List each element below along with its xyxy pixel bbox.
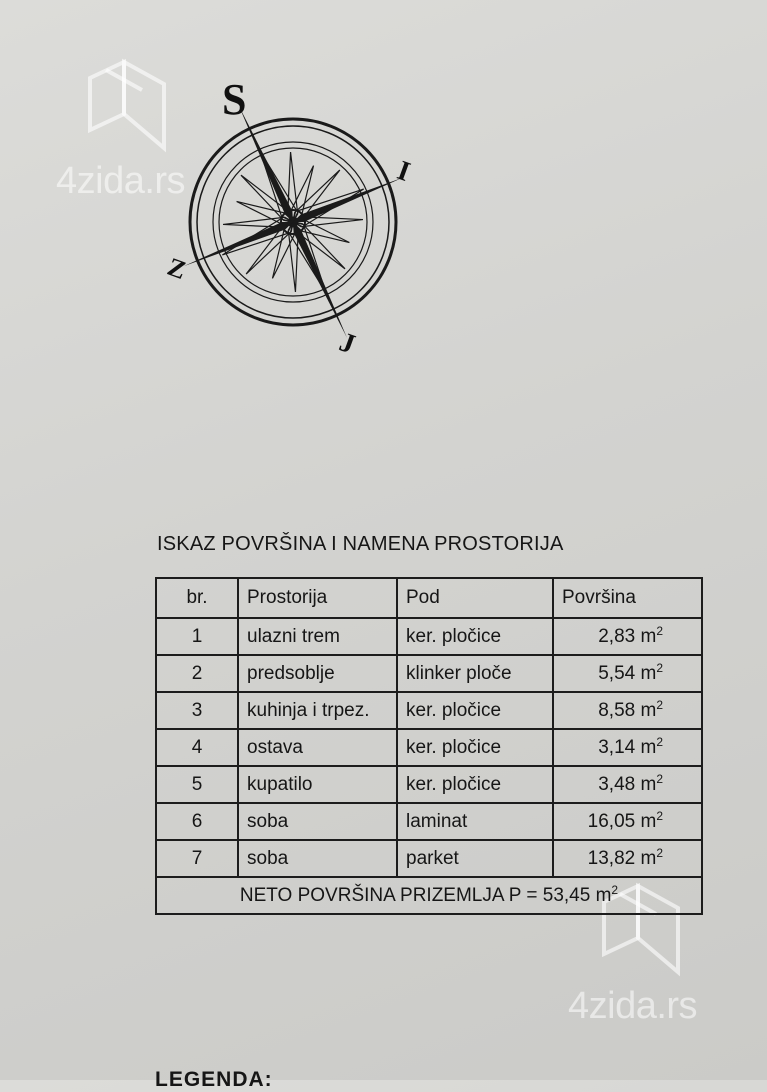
- area-unit: m: [640, 625, 657, 647]
- area-unit: m: [640, 847, 657, 869]
- area-unit-exp: 2: [656, 623, 663, 638]
- table-row: [156, 840, 702, 877]
- legend-heading: LEGENDA:: [155, 1068, 273, 1091]
- cell-room: ostava: [238, 729, 397, 766]
- watermark-text: 4zida.rs: [56, 160, 186, 202]
- cell-area: [553, 766, 702, 803]
- table-row: [156, 803, 702, 840]
- cell-no: 5: [156, 766, 238, 803]
- header-room: Prostorija: [238, 578, 397, 618]
- cell-no: 1: [156, 618, 238, 655]
- cell-no: 3: [156, 692, 238, 729]
- compass-label-south: S: [222, 75, 247, 124]
- table-row: [156, 618, 702, 655]
- table-row: [156, 766, 702, 803]
- room-area-table: [155, 577, 703, 915]
- watermark-logo-icon: [84, 56, 170, 156]
- area-unit-exp: 2: [656, 734, 663, 749]
- area-unit: m: [640, 810, 657, 832]
- cell-floor: ker. pločice: [397, 729, 553, 766]
- cell-room: soba: [238, 803, 397, 840]
- area-unit: m: [640, 736, 657, 758]
- area-value: 3,14: [598, 736, 636, 758]
- header-no: br.: [156, 578, 238, 618]
- compass-label-west: Z: [163, 251, 190, 286]
- cell-area: [553, 618, 702, 655]
- table-total-row: [156, 877, 702, 914]
- compass-label-north: J: [335, 326, 360, 361]
- header-floor: Pod: [397, 578, 553, 618]
- cell-room: soba: [238, 840, 397, 877]
- table-title: ISKAZ POVRŠINA I NAMENA PROSTORIJA: [157, 533, 564, 555]
- area-unit: m: [640, 662, 657, 684]
- cell-area: [553, 840, 702, 877]
- cell-area: [553, 729, 702, 766]
- area-unit-exp: 2: [656, 660, 663, 675]
- compass-label-east: I: [393, 155, 415, 188]
- cell-floor: laminat: [397, 803, 553, 840]
- cell-floor: parket: [397, 840, 553, 877]
- area-unit: m: [640, 699, 657, 721]
- area-value: 3,48: [598, 773, 636, 795]
- table-row: [156, 692, 702, 729]
- area-unit: m: [640, 773, 657, 795]
- table-header-row: [156, 578, 702, 618]
- area-unit-exp: 2: [656, 845, 663, 860]
- cell-floor: klinker ploče: [397, 655, 553, 692]
- area-unit-exp: 2: [656, 808, 663, 823]
- area-value: 13,82: [587, 847, 636, 869]
- cell-no: 2: [156, 655, 238, 692]
- cell-no: 7: [156, 840, 238, 877]
- cell-floor: ker. pločice: [397, 692, 553, 729]
- cell-floor: ker. pločice: [397, 766, 553, 803]
- table-row: [156, 729, 702, 766]
- header-area: Površina: [553, 578, 702, 618]
- cell-room: ulazni trem: [238, 618, 397, 655]
- cell-area: [553, 803, 702, 840]
- area-unit-exp: 2: [656, 697, 663, 712]
- cell-floor: ker. pločice: [397, 618, 553, 655]
- cell-no: 6: [156, 803, 238, 840]
- cell-area: [553, 655, 702, 692]
- cell-room: kupatilo: [238, 766, 397, 803]
- cell-no: 4: [156, 729, 238, 766]
- watermark-text: 4zida.rs: [568, 985, 698, 1027]
- total-cell: [156, 877, 702, 914]
- total-label: NETO POVRŠINA PRIZEMLJA P = 53,45 m: [239, 884, 612, 906]
- area-value: 2,83: [598, 625, 636, 647]
- table-row: [156, 655, 702, 692]
- total-unit-exp: 2: [611, 882, 619, 897]
- cell-area: [553, 692, 702, 729]
- area-value: 16,05: [587, 810, 636, 832]
- area-unit-exp: 2: [656, 771, 663, 786]
- cell-room: predsoblje: [238, 655, 397, 692]
- area-value: 8,58: [598, 699, 636, 721]
- area-value: 5,54: [598, 662, 636, 684]
- cell-room: kuhinja i trpez.: [238, 692, 397, 729]
